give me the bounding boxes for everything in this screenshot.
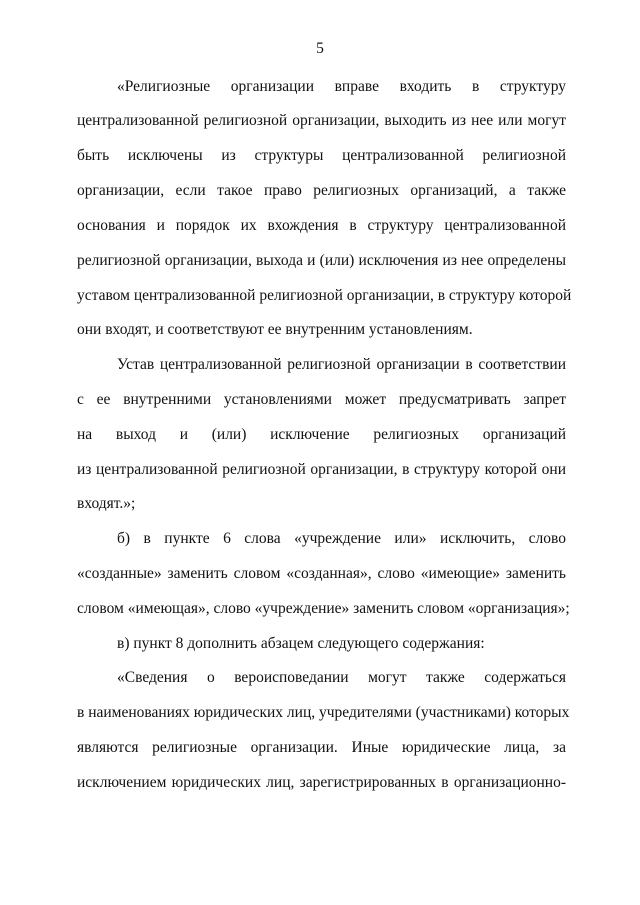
text-line: уставом централизованной религиозной организации, в структуру которой [77, 287, 572, 304]
text-line: на выход и (или) исключение религиозных организаций [77, 426, 566, 443]
text-line: «Сведения о вероисповедании могут также содержаться [117, 669, 566, 686]
text-line: с ее внутренними установлениями может предусматривать запрет [77, 391, 566, 408]
text-line: основания и порядок их вхождения в структуру централизованной [77, 217, 566, 234]
text-line: являются религиозные организации. Иные юридические лица, за [77, 739, 566, 756]
text-line: исключением юридических лиц, зарегистрированных в организационно- [77, 774, 566, 791]
page-number: 5 [316, 40, 324, 57]
text-line: централизованной религиозной организации, выходить из нее или могут [77, 112, 566, 129]
text-line: б) в пункте 6 слова «учреждение или» исключить, слово [117, 530, 566, 547]
text-line: из централизованной религиозной организации, в структуру которой они [77, 461, 566, 478]
text-line: словом «имеющая», слово «учреждение» заменить словом «организация»; [77, 600, 570, 617]
text-line: религиозной организации, выхода и (или) исключения из нее определены [77, 252, 566, 269]
text-line: организации, если такое право религиозных организаций, а также [77, 182, 566, 199]
text-line: в наименованиях юридических лиц, учредителями (участниками) которых [77, 704, 570, 721]
text-line: быть исключены из структуры централизованной религиозной [77, 147, 566, 164]
text-line: Устав централизованной религиозной организации в соответствии [117, 356, 566, 373]
text-line: «Религиозные организации вправе входить в структуру [117, 78, 566, 95]
text-line: входят.»; [77, 495, 136, 512]
text-line: «созданные» заменить словом «созданная», слово «имеющие» заменить [77, 565, 566, 582]
text-line: в) пункт 8 дополнить абзацем следующего содержания: [117, 635, 485, 652]
text-line: они входят, и соответствуют ее внутренним установлениям. [77, 321, 473, 338]
